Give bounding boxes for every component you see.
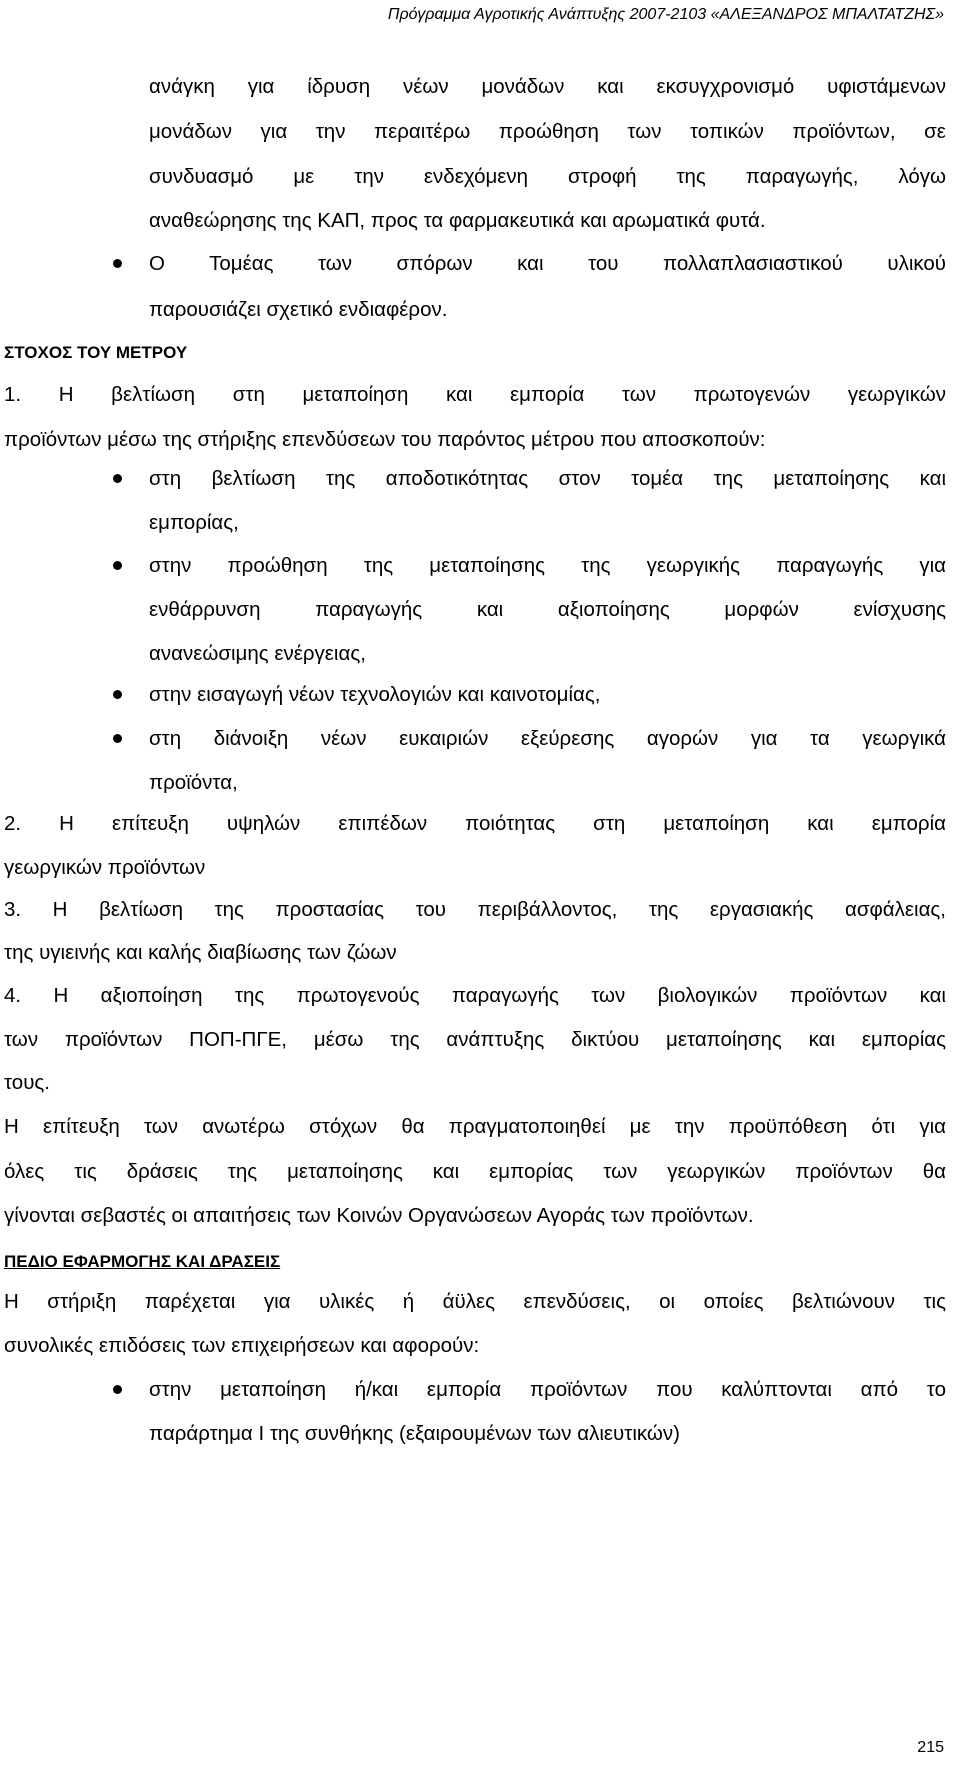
goal1-line-2: προϊόντων μέσω της στήριξης επενδύσεων του παρόντος μέτρου που αποσκοπούν: (4, 428, 766, 451)
intro-line-3: συνδυασμό με την ενδεχόμενη στροφή της παραγωγής, λόγω (149, 165, 946, 188)
intro-line-4: αναθεώρησης της ΚΑΠ, προς τα φαρμακευτικά και αρωματικά φυτά. (149, 209, 766, 232)
scope-bullet-line-1: στην μεταποίηση ή/και εμπορία προϊόντων που καλύπτονται από το (149, 1378, 946, 1401)
goal1-bullet2-line-2: ενθάρρυνση παραγωγής και αξιοποίησης μορφών ενίσχυσης (149, 598, 946, 621)
goal4-line-1: 4. Η αξιοποίηση της πρωτογενούς παραγωγής των βιολογικών προϊόντων και (4, 984, 946, 1007)
bullet-icon (113, 690, 122, 699)
running-header: Πρόγραμμα Αγροτικής Ανάπτυξης 2007-2103 «ΑΛΕΞΑΝΔΡΟΣ ΜΠΑΛΤΑΤΖΗΣ» (387, 6, 944, 23)
bullet-icon (113, 734, 122, 743)
goal1-bullet4-line-2: προϊόντα, (149, 771, 238, 794)
goal4-line-2: των προϊόντων ΠΟΠ-ΠΓΕ, μέσω της ανάπτυξης δικτύου μεταποίησης και εμπορίας (4, 1028, 946, 1051)
scope-line-2: συνολικές επιδόσεις των επιχειρήσεων και αφορούν: (4, 1334, 480, 1357)
goal1-bullet2-line-1: στην προώθηση της μεταποίησης της γεωργικής παραγωγής για (149, 554, 946, 577)
seeds-line-2: παρουσιάζει σχετικό ενδιαφέρον. (149, 298, 448, 321)
goal1-line-1: 1. Η βελτίωση στη μεταποίηση και εμπορία των πρωτογενών γεωργικών (4, 383, 946, 406)
goal1-bullet3-line-1: στην εισαγωγή νέων τεχνολογιών και καινοτομίας, (149, 683, 601, 706)
goal3-line-1: 3. Η βελτίωση της προστασίας του περιβάλλοντος, της εργασιακής ασφάλειας, (4, 898, 946, 921)
page-number: 215 (917, 1739, 944, 1756)
goal1-bullet1-line-2: εμπορίας, (149, 511, 239, 534)
bullet-icon (113, 474, 122, 483)
scope-bullet-line-2: παράρτημα Ι της συνθήκης (εξαιρουμένων των αλιευτικών) (149, 1422, 680, 1445)
goal2-line-2: γεωργικών προϊόντων (4, 856, 206, 879)
seeds-line-1: Ο Τομέας των σπόρων και του πολλαπλασιαστικού υλικού (149, 252, 946, 275)
bullet-icon (113, 259, 122, 268)
goal4-line-3: τους. (4, 1071, 50, 1094)
summary-line-1: Η επίτευξη των ανωτέρω στόχων θα πραγματοποιηθεί με την προϋπόθεση ότι για (4, 1115, 946, 1138)
goal2-line-1: 2. Η επίτευξη υψηλών επιπέδων ποιότητας στη μεταποίηση και εμπορία (4, 812, 946, 835)
goal-heading: ΣΤΟΧΟΣ ΤΟΥ ΜΕΤΡΟΥ (4, 343, 188, 362)
goal1-bullet2-line-3: ανανεώσιμης ενέργειας, (149, 642, 366, 665)
scope-heading: ΠΕΔΙΟ ΕΦΑΡΜΟΓΗΣ ΚΑΙ ΔΡΑΣΕΙΣ (4, 1252, 281, 1271)
goal1-bullet4-line-1: στη διάνοιξη νέων ευκαιριών εξεύρεσης αγορών για τα γεωργικά (149, 727, 946, 750)
goal1-bullet1-line-1: στη βελτίωση της αποδοτικότητας στον τομέα της μεταποίησης και (149, 467, 946, 490)
bullet-icon (113, 1385, 122, 1394)
goal3-line-2: της υγιεινής και καλής διαβίωσης των ζώων (4, 941, 397, 964)
summary-line-2: όλες τις δράσεις της μεταποίησης και εμπορίας των γεωργικών προϊόντων θα (4, 1160, 946, 1183)
intro-line-2: μονάδων για την περαιτέρω προώθηση των τοπικών προϊόντων, σε (149, 120, 946, 143)
bullet-icon (113, 561, 122, 570)
intro-line-1: ανάγκη για ίδρυση νέων μονάδων και εκσυγχρονισμό υφιστάμενων (149, 75, 946, 98)
scope-line-1: Η στήριξη παρέχεται για υλικές ή άϋλες επενδύσεις, οι οποίες βελτιώνουν τις (4, 1290, 946, 1313)
summary-line-3: γίνονται σεβαστές οι απαιτήσεις των Κοινών Οργανώσεων Αγοράς των προϊόντων. (4, 1204, 754, 1227)
